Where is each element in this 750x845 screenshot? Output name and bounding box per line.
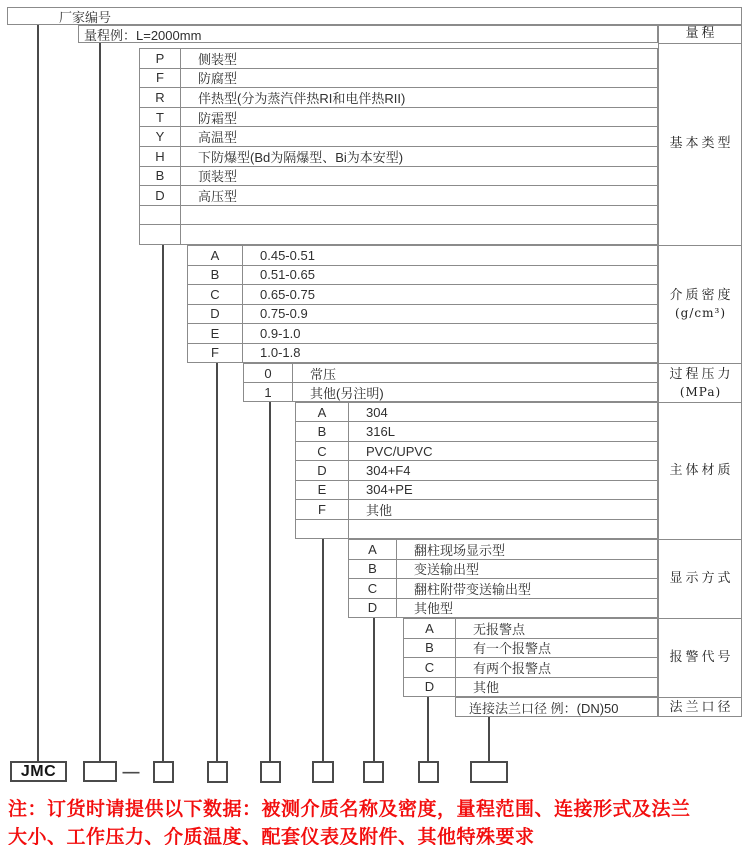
table-row bbox=[140, 68, 657, 88]
code-cell: 1 bbox=[244, 383, 293, 401]
table-row bbox=[140, 185, 657, 205]
connector-line-range bbox=[99, 43, 101, 763]
category-label-flange bbox=[659, 698, 741, 718]
code-cell: D bbox=[140, 186, 181, 205]
code-cell: A bbox=[188, 246, 243, 265]
category-label-column bbox=[658, 25, 742, 717]
table-row bbox=[296, 499, 657, 518]
code-cell: 0 bbox=[244, 364, 293, 382]
description-cell: 侧装型 bbox=[198, 51, 238, 67]
description-cell: 304+F4 bbox=[366, 462, 411, 478]
table-row bbox=[404, 619, 657, 638]
table-row bbox=[296, 441, 657, 460]
table-row bbox=[404, 677, 657, 697]
category-label-material bbox=[659, 403, 741, 540]
model-box-pressure bbox=[260, 761, 281, 783]
code-cell: E bbox=[296, 481, 349, 499]
table-row bbox=[296, 403, 657, 421]
connector-line-base-type bbox=[162, 245, 164, 763]
code-cell: B bbox=[349, 560, 397, 579]
connector-line-manufacturer bbox=[37, 25, 39, 763]
code-cell: C bbox=[349, 579, 397, 598]
table-row bbox=[188, 246, 657, 265]
manufacturer-number-label: 厂家编号 bbox=[59, 9, 112, 25]
table-row bbox=[140, 205, 657, 225]
table-row bbox=[244, 364, 657, 382]
description-cell: 无报警点 bbox=[473, 621, 526, 637]
description-cell: 变送输出型 bbox=[414, 562, 480, 578]
connector-line-display bbox=[373, 618, 375, 763]
category-label-line: 量程 bbox=[685, 26, 718, 42]
group-base-type bbox=[139, 48, 658, 245]
table-row bbox=[349, 598, 657, 618]
description-cell: 0.45-0.51 bbox=[260, 247, 315, 263]
manufacturer-number-row bbox=[7, 7, 742, 25]
table-row bbox=[140, 49, 657, 68]
table-row bbox=[404, 657, 657, 677]
description-cell: 0.51-0.65 bbox=[260, 267, 315, 283]
category-label-density bbox=[659, 246, 741, 364]
category-label-pressure bbox=[659, 364, 741, 403]
description-cell: 0.75-0.9 bbox=[260, 306, 308, 322]
category-label-line: 主体材质 bbox=[669, 462, 734, 478]
table-row bbox=[140, 87, 657, 107]
code-cell: A bbox=[349, 540, 397, 559]
code-cell: D bbox=[349, 599, 397, 618]
code-cell: A bbox=[404, 619, 456, 638]
code-cell: A bbox=[296, 403, 349, 421]
code-cell: F bbox=[188, 344, 243, 363]
description-cell: 其他 bbox=[366, 502, 393, 518]
table-row bbox=[296, 519, 657, 538]
description-cell: 有两个报警点 bbox=[473, 660, 552, 676]
description-cell: 常压 bbox=[310, 366, 337, 382]
table-row bbox=[244, 382, 657, 401]
order-note-line-2: 大小、工作压力、介质温度、配套仪表及附件、其他特殊要求 bbox=[8, 827, 535, 845]
description-cell: 翻柱现场显示型 bbox=[414, 542, 506, 558]
description-cell: 下防爆型(Bd为隔爆型、Bi为本安型) bbox=[198, 149, 404, 165]
code-cell bbox=[140, 206, 181, 225]
model-box-base-type bbox=[153, 761, 174, 783]
description-cell: 防腐型 bbox=[198, 71, 238, 87]
description-cell: 0.9-1.0 bbox=[260, 325, 301, 341]
table-row bbox=[140, 166, 657, 186]
code-cell: B bbox=[296, 422, 349, 440]
model-box-display bbox=[363, 761, 384, 783]
code-cell: F bbox=[140, 69, 181, 88]
code-cell: E bbox=[188, 324, 243, 343]
model-box-material bbox=[312, 761, 334, 783]
code-cell: C bbox=[296, 442, 349, 460]
description-cell: 316L bbox=[366, 424, 395, 440]
category-label-line: 显示方式 bbox=[669, 570, 734, 586]
code-cell: F bbox=[296, 500, 349, 518]
code-cell: Y bbox=[140, 127, 181, 146]
code-cell: D bbox=[188, 305, 243, 324]
separator-dash: — bbox=[122, 761, 140, 781]
code-cell: B bbox=[140, 167, 181, 186]
model-box-alarm bbox=[418, 761, 439, 783]
description-cell bbox=[349, 520, 657, 538]
category-label-line: 过程压力 bbox=[669, 366, 734, 382]
table-row bbox=[296, 421, 657, 440]
category-label-line: (g/cm³) bbox=[675, 306, 726, 321]
category-label-line: (MPa) bbox=[679, 384, 722, 399]
description-cell: 1.0-1.8 bbox=[260, 345, 301, 361]
table-row bbox=[140, 126, 657, 146]
order-note-line-1: 注：订货时请提供以下数据：被测介质名称及密度，量程范围、连接形式及法兰 bbox=[8, 799, 691, 820]
description-cell bbox=[181, 225, 657, 244]
model-prefix-box: JMC bbox=[10, 761, 67, 782]
category-label-line: 基本类型 bbox=[669, 136, 734, 152]
category-label-line: 法兰口径 bbox=[669, 699, 734, 715]
group-pressure bbox=[243, 363, 658, 402]
description-cell: 有一个报警点 bbox=[473, 641, 552, 657]
code-cell: D bbox=[404, 678, 456, 697]
code-cell: B bbox=[188, 266, 243, 285]
table-row bbox=[349, 540, 657, 559]
description-cell: 伴热型(分为蒸汽伴热RI和电伴热RII) bbox=[198, 90, 406, 106]
group-material bbox=[295, 402, 658, 539]
table-row bbox=[296, 460, 657, 479]
description-cell: 顶装型 bbox=[198, 169, 238, 185]
description-cell: 高压型 bbox=[198, 188, 238, 204]
flange-text: 连接法兰口径 例：(DN)50 bbox=[469, 700, 619, 716]
group-display bbox=[348, 539, 658, 618]
table-row bbox=[188, 323, 657, 343]
table-row bbox=[140, 146, 657, 166]
order-note bbox=[8, 796, 750, 845]
table-row bbox=[349, 578, 657, 598]
description-cell: 304 bbox=[366, 404, 388, 420]
description-cell: 304+PE bbox=[366, 482, 413, 498]
description-cell: 其他(另注明) bbox=[310, 385, 384, 401]
category-label-line: 介质密度 bbox=[669, 288, 734, 303]
table-row bbox=[188, 265, 657, 285]
flange-row bbox=[455, 697, 658, 717]
table-row bbox=[188, 304, 657, 324]
group-alarm bbox=[403, 618, 658, 697]
code-cell: C bbox=[404, 658, 456, 677]
table-row bbox=[404, 638, 657, 658]
code-cell bbox=[296, 520, 349, 538]
group-density bbox=[187, 245, 658, 363]
range-example-row bbox=[78, 25, 658, 43]
table-row bbox=[296, 480, 657, 499]
model-box-density bbox=[207, 761, 228, 783]
connector-line-pressure bbox=[269, 402, 271, 763]
table-row bbox=[188, 284, 657, 304]
description-cell: 翻柱附带变送输出型 bbox=[414, 581, 532, 597]
code-cell: P bbox=[140, 49, 181, 68]
model-box-range bbox=[83, 761, 117, 782]
table-row bbox=[140, 224, 657, 244]
code-cell bbox=[140, 225, 181, 244]
connector-line-flange bbox=[488, 717, 490, 763]
description-cell: 高温型 bbox=[198, 130, 238, 146]
category-label-display bbox=[659, 540, 741, 619]
description-cell: 其他型 bbox=[414, 601, 454, 617]
code-cell: T bbox=[140, 108, 181, 127]
code-cell: B bbox=[404, 639, 456, 658]
code-cell: C bbox=[188, 285, 243, 304]
description-cell: 0.65-0.75 bbox=[260, 286, 315, 302]
connector-line-alarm bbox=[427, 697, 429, 763]
table-row bbox=[349, 559, 657, 579]
code-cell: R bbox=[140, 88, 181, 107]
connector-line-material bbox=[322, 539, 324, 763]
table-row bbox=[188, 343, 657, 363]
range-example-label: 量程例：L=2000mm bbox=[84, 27, 202, 43]
category-label-alarm bbox=[659, 619, 741, 698]
code-cell: H bbox=[140, 147, 181, 166]
category-label-line: 报警代号 bbox=[669, 649, 734, 665]
table-row bbox=[140, 107, 657, 127]
category-label-range bbox=[659, 26, 741, 44]
model-box-flange bbox=[470, 761, 508, 783]
description-cell: 防霜型 bbox=[198, 110, 238, 126]
connector-line-density bbox=[216, 363, 218, 763]
code-cell: D bbox=[296, 461, 349, 479]
description-cell: 其他 bbox=[473, 680, 500, 696]
category-label-base-type bbox=[659, 44, 741, 246]
description-cell bbox=[181, 206, 657, 225]
description-cell: PVC/UPVC bbox=[366, 443, 433, 459]
